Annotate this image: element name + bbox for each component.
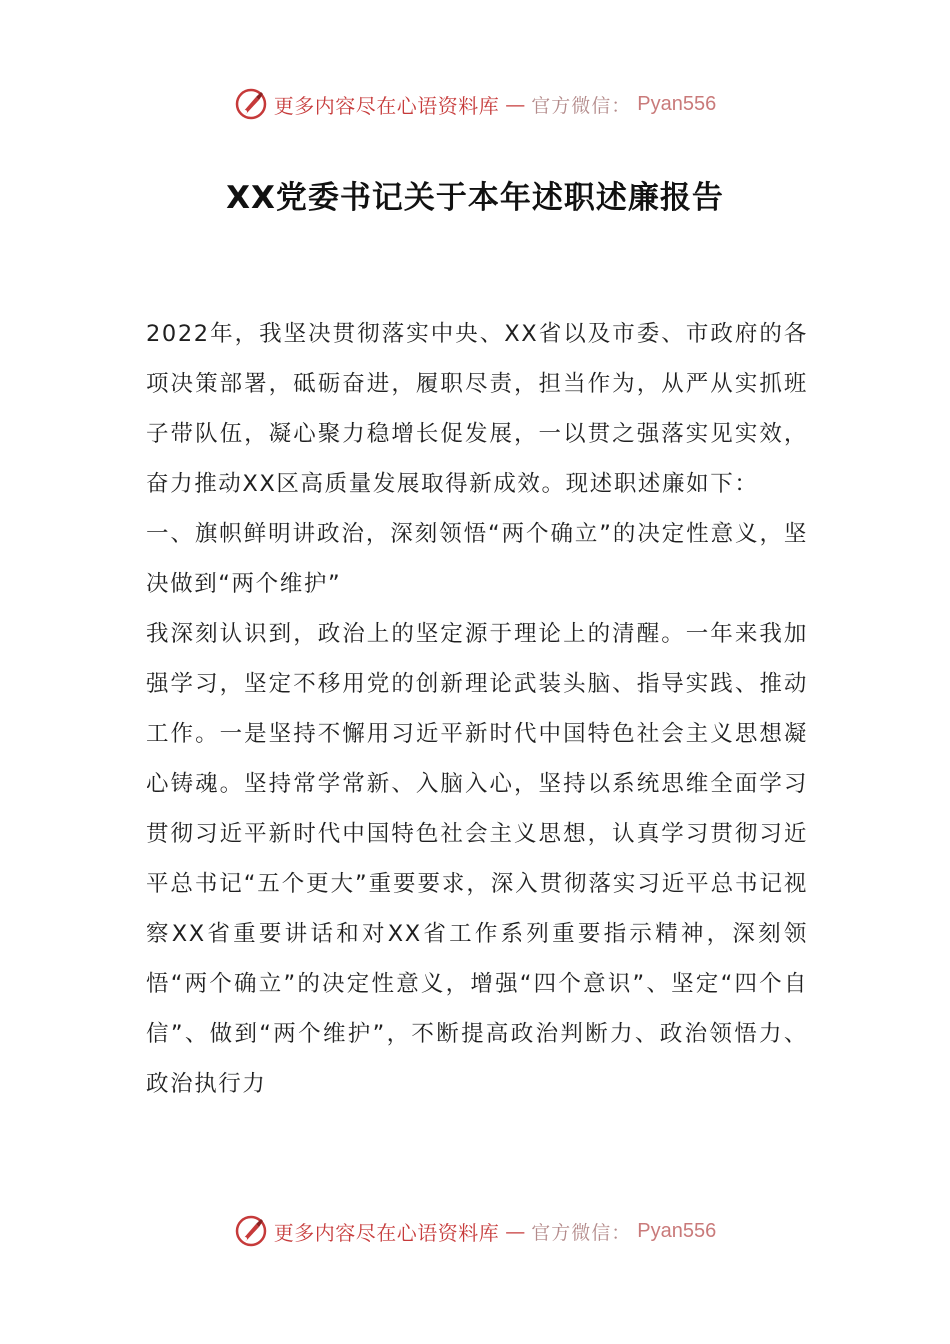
banner-site-text: 更多内容尽在心语资料库 <box>273 1220 500 1245</box>
banner-wechat-id: Pyan556 <box>637 1219 717 1242</box>
footer-banner <box>0 1211 950 1251</box>
pen-nib-logo-icon <box>234 1214 268 1248</box>
document-title: XX党委书记关于本年述职述廉报告 <box>226 180 724 216</box>
banner-dash: — <box>505 92 526 116</box>
section-heading-1: 一、旗帜鲜明讲政治，深刻领悟“两个确立”的决定性意义，坚决做到“两个维护” <box>146 521 808 597</box>
document-body <box>146 309 808 1109</box>
banner-wechat-label: 官方微信： <box>531 1221 632 1244</box>
pen-nib-logo-icon <box>234 87 268 121</box>
banner-dash: — <box>505 1219 526 1243</box>
banner-site-text: 更多内容尽在心语资料库 <box>273 93 500 118</box>
intro-paragraph: 2022年，我坚决贯彻落实中央、XX省以及市委、市政府的各项决策部署，砥砺奋进，履职尽责，担当作为，从严从实抓班子带队伍，凝心聚力稳增长促发展，一以贯之强落实见实效，奋力推动XX区高质量发展取得新成效。现述职述廉如下： <box>146 321 808 497</box>
banner-wechat-id: Pyan556 <box>637 92 717 115</box>
banner-wechat-label: 官方微信： <box>531 94 632 117</box>
header-banner <box>0 84 950 124</box>
section-1-paragraph: 我深刻认识到，政治上的坚定源于理论上的清醒。一年来我加强学习，坚定不移用党的创新理论武装头脑、指导实践、推动工作。一是坚持不懈用习近平新时代中国特色社会主义思想凝心铸魂。坚持常学常新、入脑入心，坚持以系统思维全面学习贯彻习近平新时代中国特色社会主义思想，认真学习贯彻习近平总书记“五个更大”重要要求，深入贯彻落实习近平总书记视察XX省重要讲话和对XX省工作系列重要指示精神，深刻领悟“两个确立”的决定性意义，增强“四个意识”、坚定“四个自信”、做到“两个维护”，不断提高政治判断力、政治领悟力、政治执行力 <box>146 621 808 1097</box>
